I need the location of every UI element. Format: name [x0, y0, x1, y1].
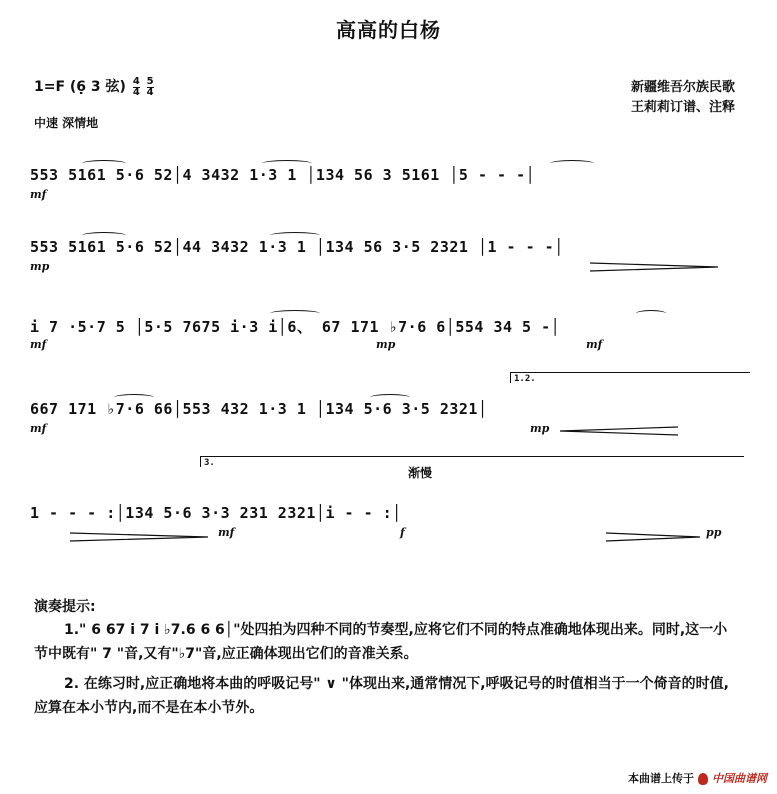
tip-1: 1." 6 67 i 7 i ♭7.6 6 6│"处四拍为四种不同的节奏型,应将它们不同的特点准确地体现出来。同时,这一小节中既有" 7 "音,又有"♭7"音,应正确体现出它们的音准关系。 — [34, 622, 728, 662]
dynamic-marking: pp — [706, 526, 722, 539]
staff-notes: i 7 ·5·7 5 │5·5 7675 i·3 i│6、 67 171 ♭7·6 6│554 34 5 -│ — [30, 318, 561, 336]
decrescendo-hairpin — [590, 262, 720, 272]
tip-2: 2. 在练习时,应正确地将本曲的呼吸记号" ∨ "体现出来,通常情况下,呼吸记号的时值相当于一个倚音的时值,应算在本小节内,而不是在本小节外。 — [34, 676, 729, 716]
credit-arranger: 王莉莉订谱、注释 — [630, 100, 735, 115]
staff-3 — [30, 316, 750, 351]
decrescendo-hairpin — [606, 532, 702, 542]
tips-heading: 演奏提示: — [34, 599, 96, 615]
staff-notes: 667 171 ♭7·6 66│553 432 1·3 1 │134 5·6 3·5 2321│ — [30, 400, 488, 418]
volta-label: 3. — [204, 458, 215, 468]
staff-4 — [30, 374, 750, 435]
crescendo-hairpin — [560, 426, 680, 436]
dynamic-marking: mf — [30, 338, 47, 351]
volta-label: 1.2. — [514, 374, 536, 384]
ritardando-text: 渐慢 — [408, 466, 433, 480]
slur — [550, 160, 594, 167]
slur — [270, 310, 320, 317]
slur — [636, 310, 666, 317]
dynamic-marking: mf — [586, 338, 603, 351]
dynamic-marking: mp — [30, 260, 50, 273]
time-signature-a: $\frac{4}{4}$ — [132, 75, 140, 98]
dynamic-marking: mf — [30, 188, 47, 201]
slur — [270, 232, 320, 239]
dynamic-marking: mf — [218, 526, 235, 539]
page-title: 高高的白杨 — [336, 18, 441, 42]
staff-2 — [30, 238, 750, 273]
staff-5 — [30, 458, 750, 539]
slur — [82, 232, 126, 239]
dynamic-marking: mp — [530, 422, 550, 435]
key-text: 1=F (6̣ 3 弦) — [34, 79, 126, 95]
staff-notes: 553 5161 5·6 52│4 3432 1·3 1 │134 56 3 5161 │5 - - -│ — [30, 166, 536, 184]
footer-credit — [628, 770, 767, 786]
key-signature — [34, 76, 154, 98]
dynamic-marking: f — [400, 526, 405, 539]
dynamic-marking: mf — [30, 422, 47, 435]
staff-notes: 553 5161 5·6 52│44 3432 1·3 1 │134 56 3·5 2321 │1 - - -│ — [30, 238, 564, 256]
slur — [370, 394, 410, 401]
credit-origin: 新疆维吾尔族民歌 — [630, 80, 735, 95]
tempo-marking: 中速 深情地 — [34, 116, 99, 130]
slur — [262, 160, 312, 167]
staff-1 — [30, 166, 750, 201]
footer-prefix: 本曲谱上传于 — [628, 772, 694, 785]
dynamic-marking: mp — [376, 338, 396, 351]
footer-brand[interactable]: 中国曲谱网 — [712, 772, 767, 785]
volta-bracket — [200, 456, 744, 467]
staff-notes: 1 - - - :│134 5·6 3·3 231 2321│i - - :│ — [30, 504, 402, 522]
flame-logo-icon — [698, 773, 708, 785]
slur — [114, 394, 154, 401]
slur — [82, 160, 126, 167]
volta-bracket — [510, 372, 750, 383]
time-signature-b: $\frac{5}{4}$ — [146, 75, 154, 98]
decrescendo-hairpin — [70, 532, 210, 542]
